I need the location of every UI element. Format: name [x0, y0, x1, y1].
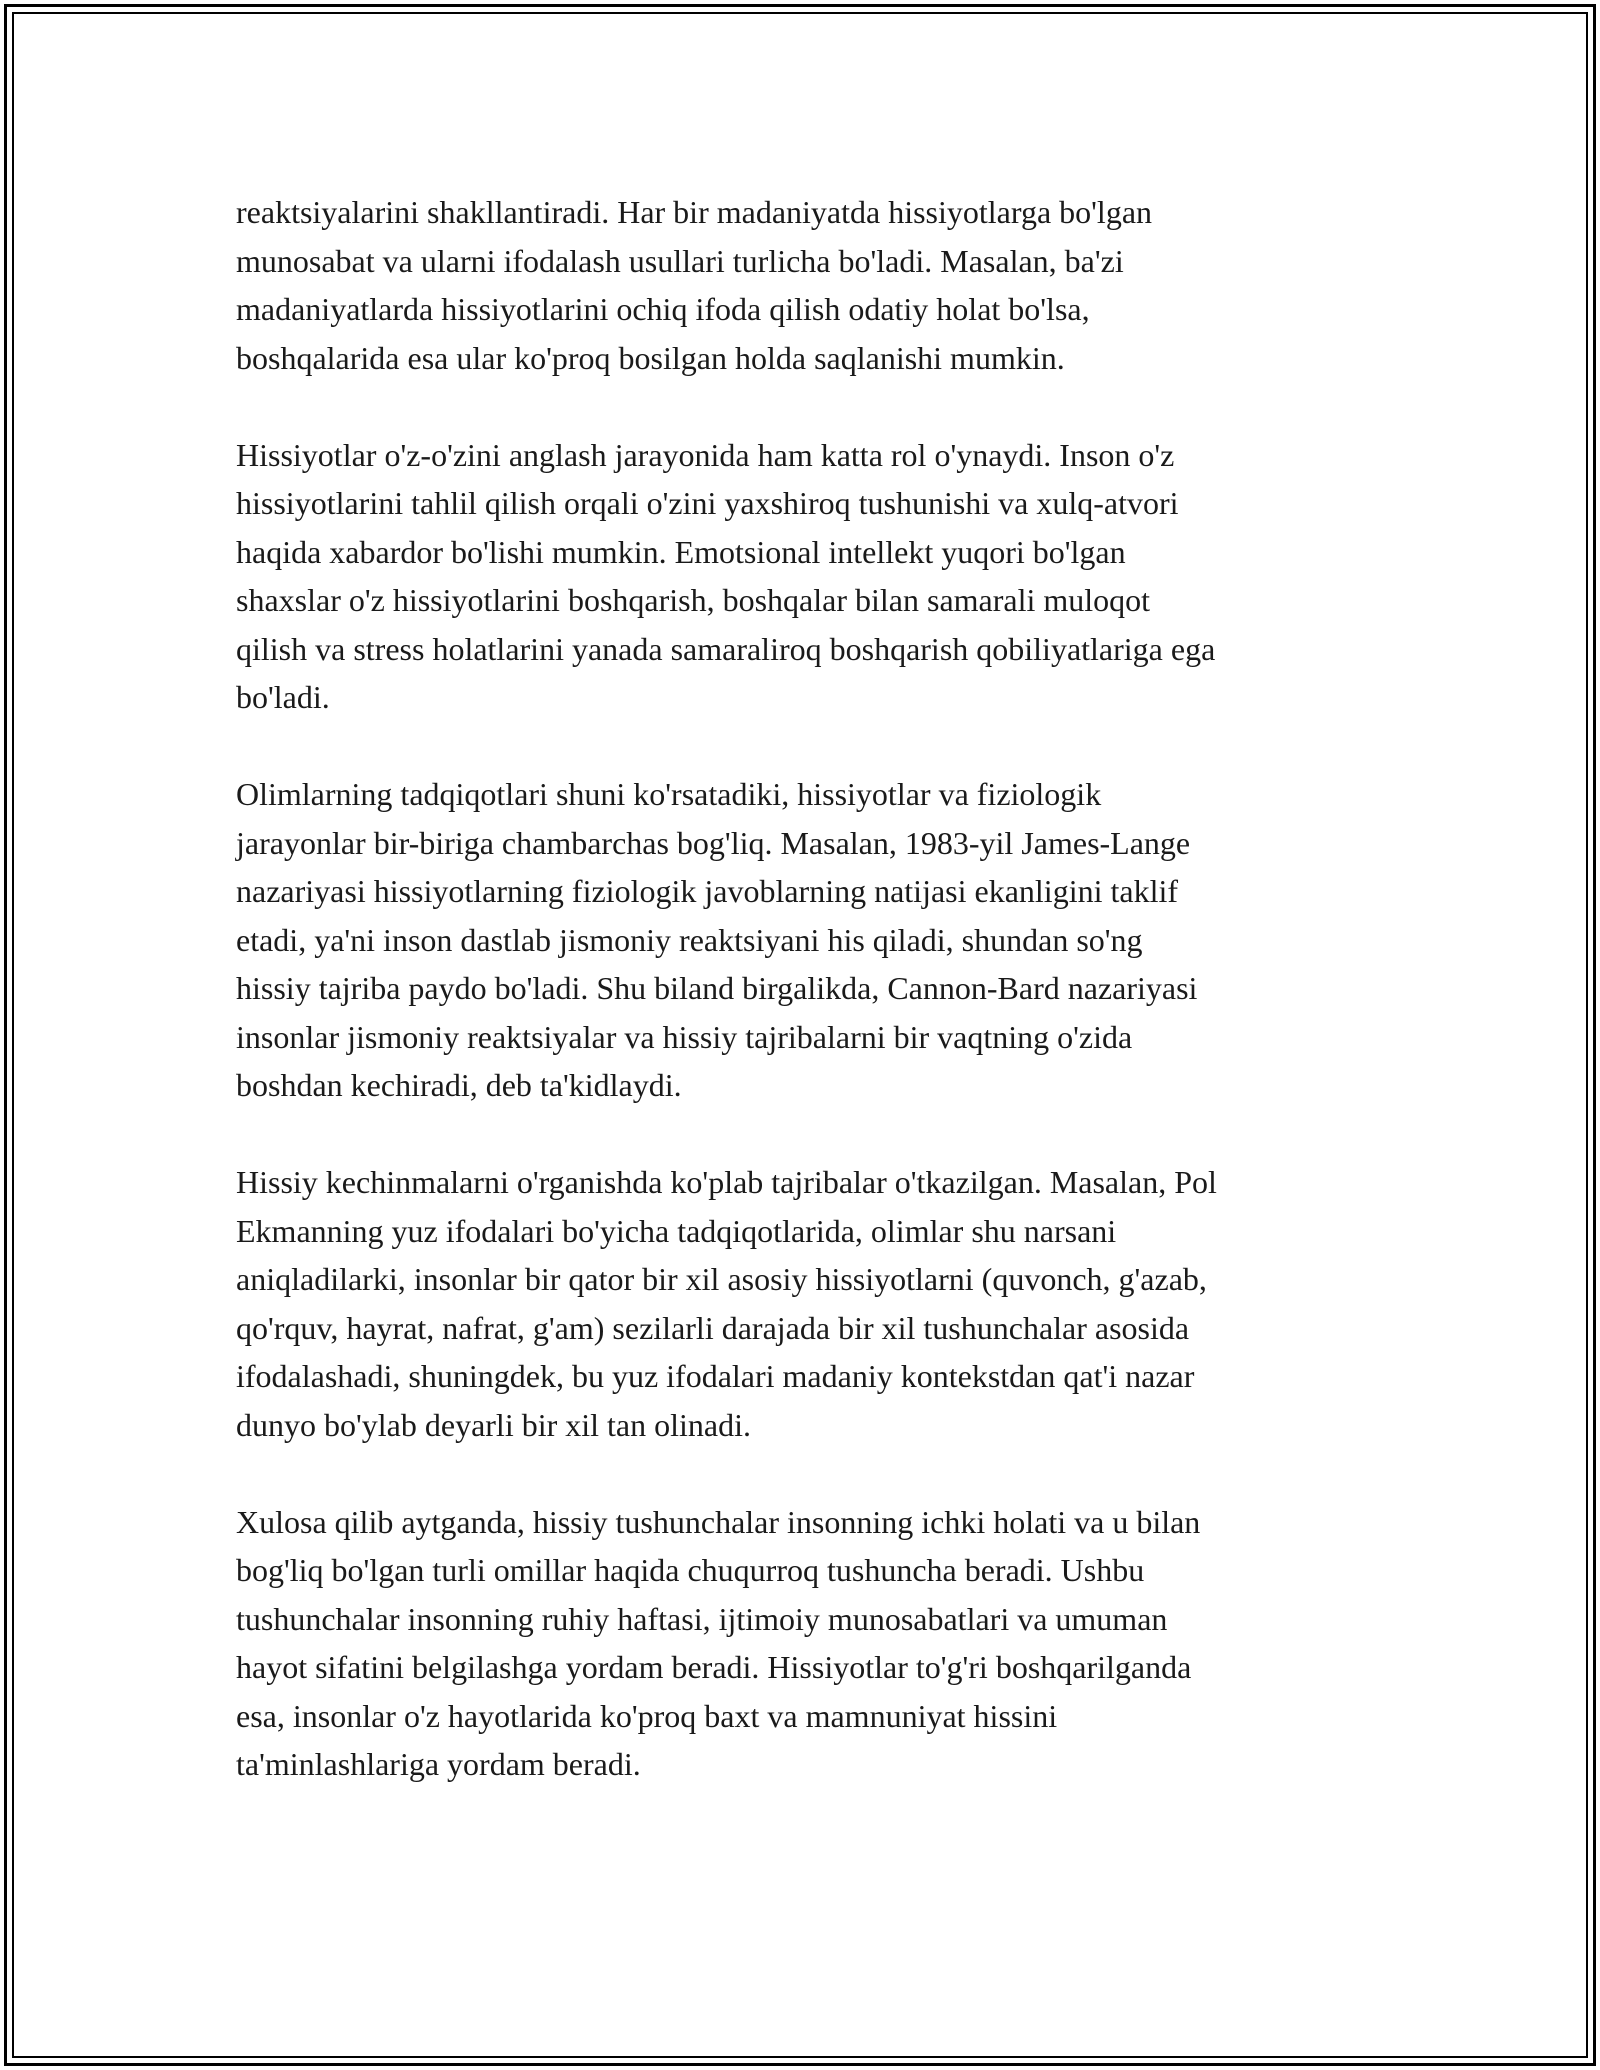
- line: ta'minlashlariga yordam beradi.: [236, 1746, 641, 1782]
- document-body: [236, 188, 1376, 1789]
- line: hissiyotlarini tahlil qilish orqali o'zini yaxshiroq tushunishi va xulq-atvori: [236, 485, 1179, 521]
- line: Hissiyotlar o'z-o'zini anglash jarayonida ham katta rol o'ynaydi. Inson o'z: [236, 436, 1175, 473]
- line: tushunchalar insonning ruhiy haftasi, ijtimoiy munosabatlari va umuman: [236, 1600, 1168, 1637]
- paragraph-1: [236, 188, 1376, 382]
- line: boshqalarida esa ular ko'proq bosilgan holda saqlanishi mumkin.: [236, 339, 1065, 376]
- line: ifodalashadi, shuningdek, bu yuz ifodalari madaniy kontekstdan qat'i nazar: [236, 1358, 1195, 1394]
- line: insonlar jismoniy reaktsiyalar va hissiy tajribalarni bir vaqtning o'zida: [236, 1018, 1133, 1055]
- paragraph-2: [236, 431, 1376, 722]
- line: Hissiy kechinmalarni o'rganishda ko'plab tajribalar o'tkazilgan. Masalan, Pol: [236, 1164, 1217, 1200]
- line: qo'rquv, hayrat, nafrat, g'am) sezilarli darajada bir xil tushunchalar asosida: [236, 1309, 1190, 1346]
- line: munosabat va ularni ifodalash usullari turlicha bo'ladi. Masalan, ba'zi: [236, 242, 1124, 279]
- line: jarayonlar bir-biriga chambarchas bog'liq. Masalan, 1983-yil James-Lange: [236, 824, 1191, 861]
- line: boshdan kechiradi, deb ta'kidlaydi.: [236, 1067, 682, 1103]
- line: hayot sifatini belgilashga yordam beradi. Hissiyotlar to'g'ri boshqarilganda: [236, 1649, 1192, 1685]
- line: aniqladilarki, insonlar bir qator bir xil asosiy hissiyotlarni (quvonch, g'azab,: [236, 1261, 1207, 1297]
- line: esa, insonlar o'z hayotlarida ko'proq baxt va mamnuniyat hissini: [236, 1697, 1058, 1734]
- line: dunyo bo'ylab deyarli bir xil tan olinadi.: [236, 1406, 751, 1443]
- line: madaniyatlarda hissiyotlarini ochiq ifoda qilish odatiy holat bo'lsa,: [236, 291, 1090, 327]
- paragraph-4: [236, 1158, 1376, 1449]
- paragraph-3: [236, 770, 1376, 1110]
- line: Olimlarning tadqiqotlari shuni ko'rsatadiki, hissiyotlar va fiziologik: [236, 776, 1102, 812]
- line: qilish va stress holatlarini yanada samaraliroq boshqarish qobiliyatlariga ega: [236, 630, 1216, 667]
- line: haqida xabardor bo'lishi mumkin. Emotsional intellekt yuqori bo'lgan: [236, 533, 1126, 570]
- line: bog'liq bo'lgan turli omillar haqida chuqurroq tushuncha beradi. Ushbu: [236, 1552, 1145, 1588]
- line: nazariyasi hissiyotlarning fiziologik javoblarning natijasi ekanligini taklif: [236, 873, 1178, 909]
- line: bo'ladi.: [236, 679, 330, 715]
- line: shaxslar o'z hissiyotlarini boshqarish, boshqalar bilan samarali muloqot: [236, 582, 1151, 618]
- line: reaktsiyalarini shakllantiradi. Har bir madaniyatda hissiyotlarga bo'lgan: [236, 194, 1153, 230]
- line: Ekmanning yuz ifodalari bo'yicha tadqiqotlarida, olimlar shu narsani: [236, 1212, 1117, 1249]
- line: hissiy tajriba paydo bo'ladi. Shu biland birgalikda, Cannon-Bard nazariyasi: [236, 970, 1198, 1006]
- line: Xulosa qilib aytganda, hissiy tushunchalar insonning ichki holati va u bilan: [236, 1503, 1201, 1540]
- line: etadi, ya'ni inson dastlab jismoniy reaktsiyani his qiladi, shundan so'ng: [236, 921, 1143, 958]
- paragraph-5: [236, 1498, 1376, 1789]
